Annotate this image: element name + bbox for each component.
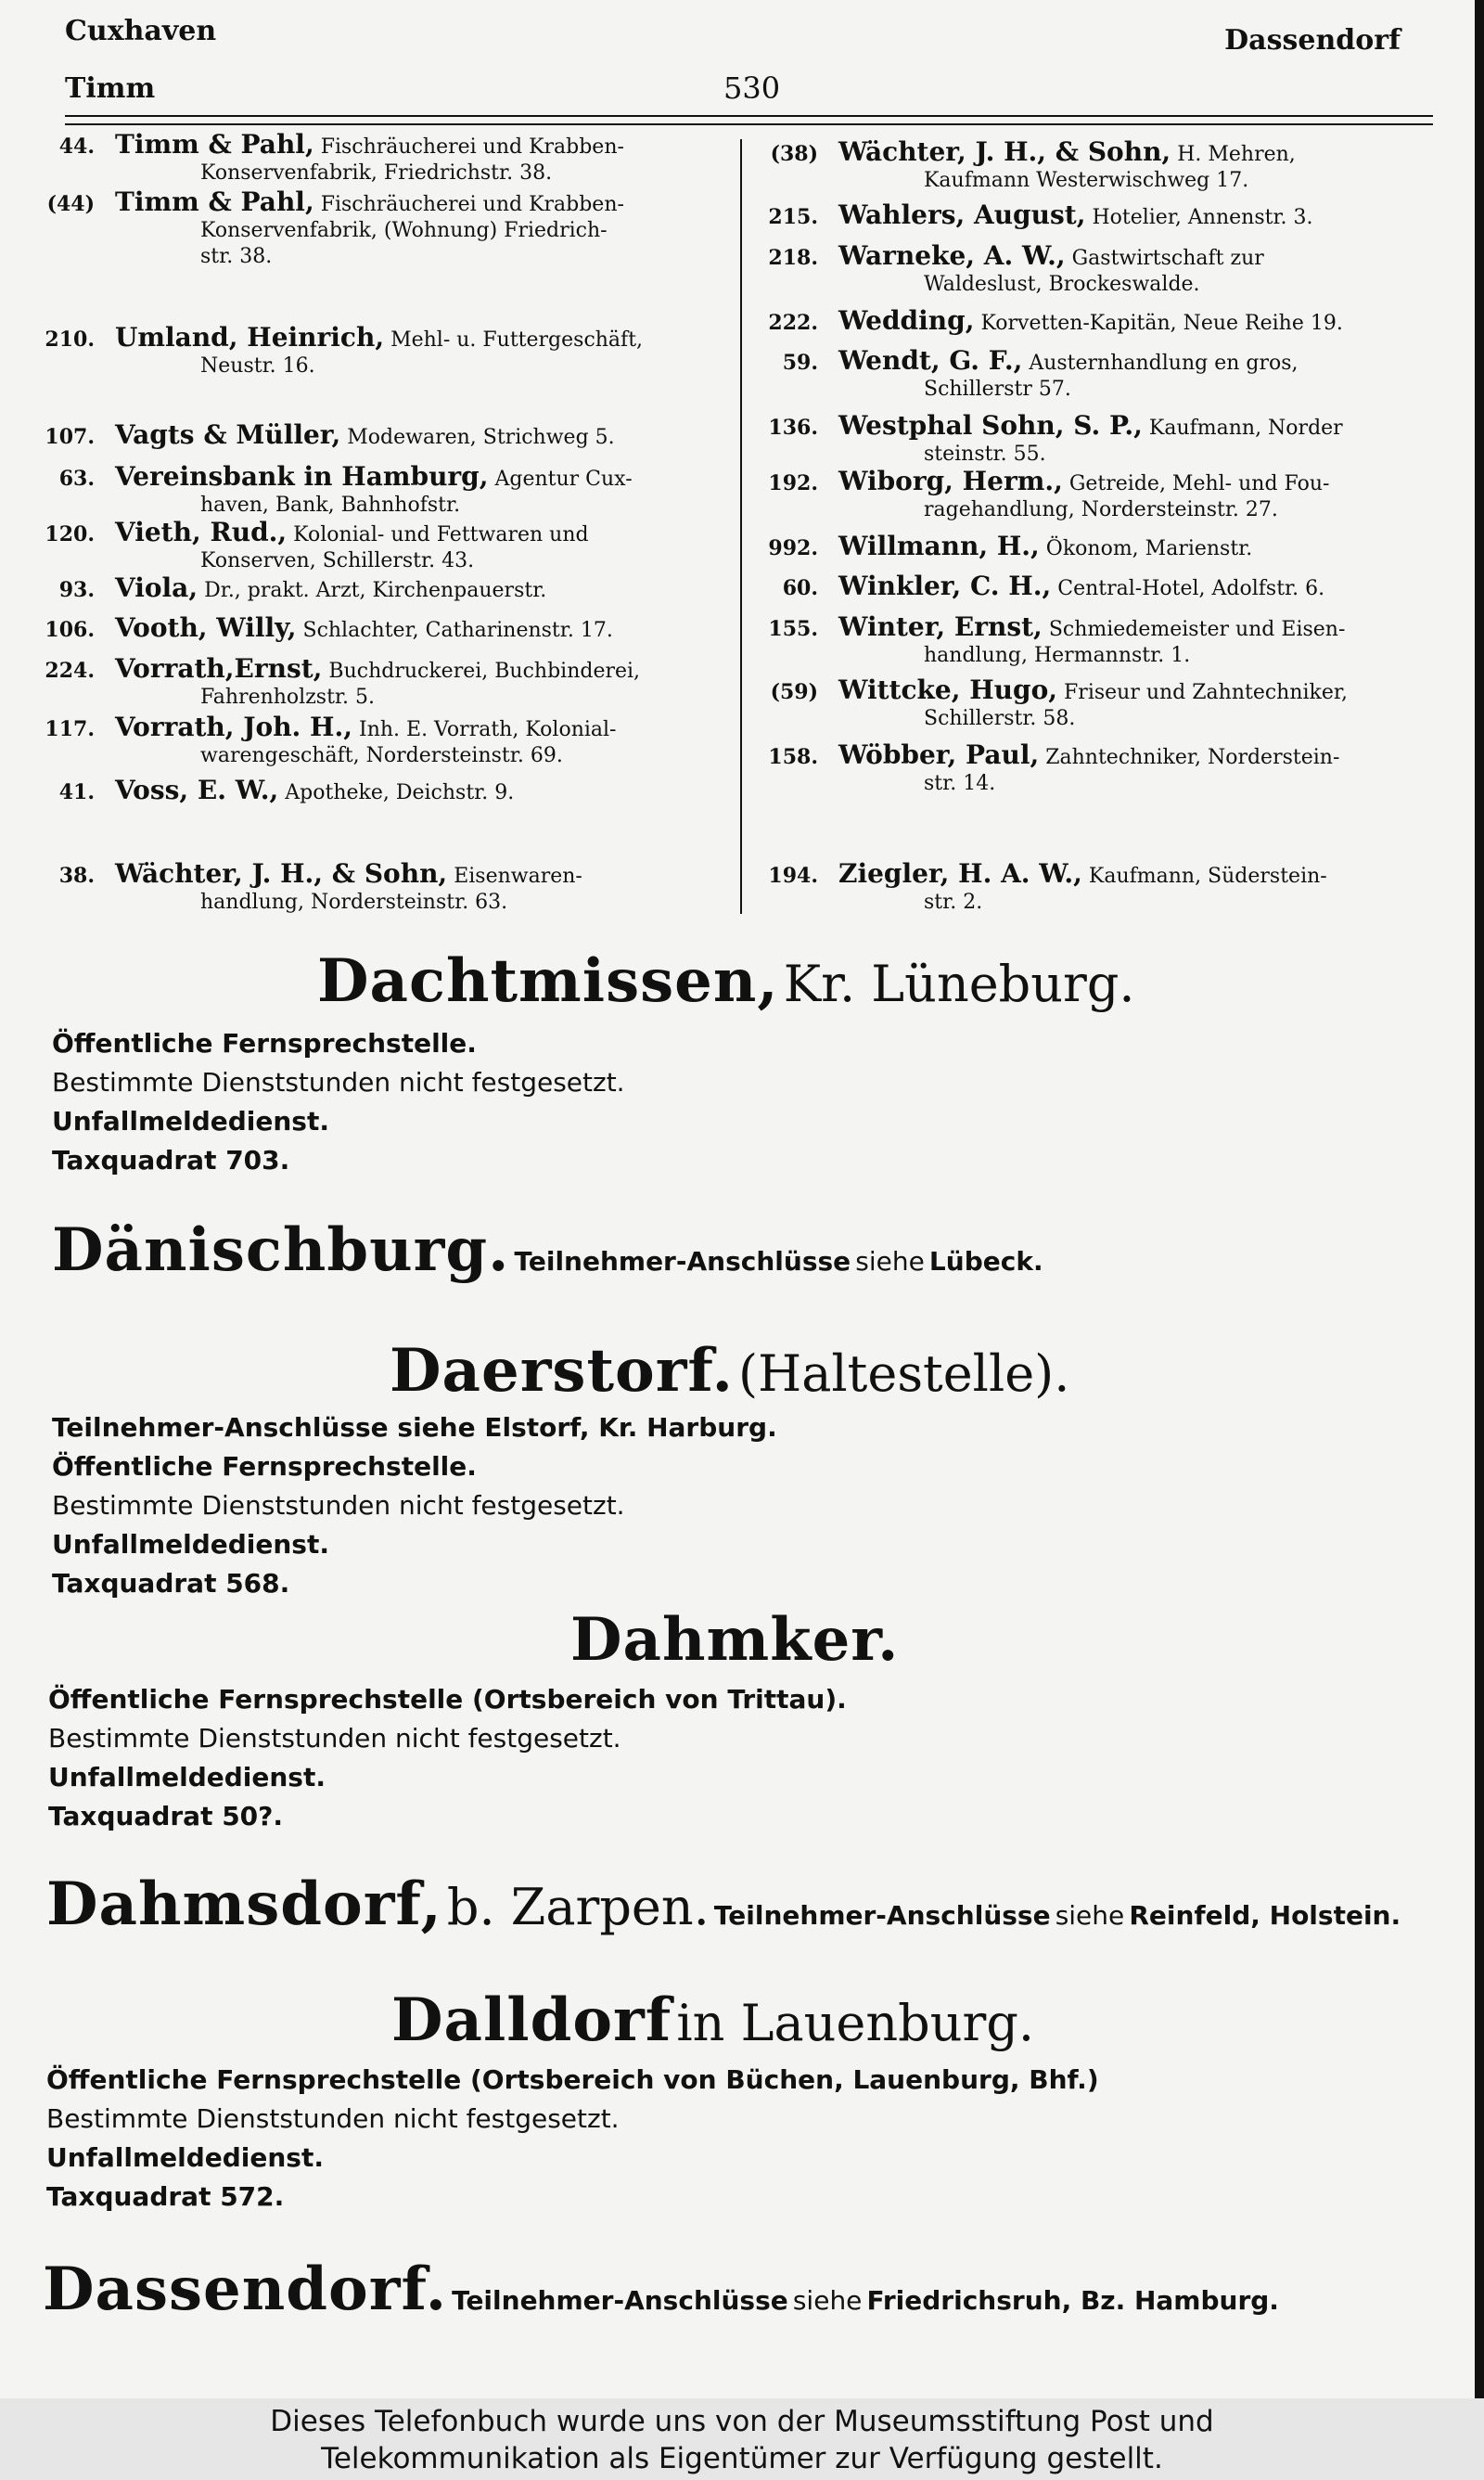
entry-name: Vagts & Müller, — [115, 419, 341, 450]
entry-text: Austernhandlung en gros, — [1029, 352, 1298, 375]
entry-continuation: Waldeslust, Brockeswalde. — [924, 273, 1200, 296]
place-name: Dalldorf — [391, 1985, 672, 2055]
place-info-line: Öffentliche Fernsprechstelle (Ortsbereich von Trittau). — [48, 1684, 847, 1715]
entry-continuation: Fahrenholzstr. 5. — [200, 686, 376, 709]
list-item — [742, 305, 1428, 337]
entry-text: Kaufmann, Süderstein- — [1088, 865, 1327, 888]
entry-text: Inh. E. Vorrath, Kolonial- — [359, 718, 617, 741]
entry-text: Korvetten-Kapitän, Neue Reihe 19. — [980, 312, 1343, 335]
entry-name: Vorrath, Joh. H., — [115, 712, 352, 742]
place-note: siehe — [855, 1246, 925, 1277]
entry-text: Buchdruckerei, Buchbinderei, — [328, 660, 641, 683]
header-rule-top — [65, 115, 1433, 117]
entry-text: Friseur und Zahntechniker, — [1064, 681, 1348, 704]
list-item — [19, 129, 691, 186]
place-info-line: Unfallmeldedienst. — [46, 2142, 324, 2173]
list-item — [742, 573, 1428, 602]
list-item — [19, 517, 691, 574]
place-note: Teilnehmer-Anschlüsse — [713, 1900, 1051, 1931]
entry-number: 106. — [45, 618, 95, 642]
entry-text: Kolonial- und Fettwaren und — [293, 523, 589, 546]
list-item — [742, 677, 1428, 732]
entry-name: Wiborg, Herm., — [838, 466, 1063, 496]
list-item — [19, 858, 691, 916]
entry-continuation: ragehandlung, Nordersteinstr. 27. — [924, 498, 1278, 521]
header-rule-bottom — [65, 123, 1433, 125]
entry-number: (38) — [770, 142, 818, 166]
entry-continuation: Konserven, Schillerstr. 43. — [200, 549, 475, 572]
entry-text: Gastwirtschaft zur — [1071, 247, 1264, 270]
entry-text: Schlachter, Catharinenstr. 17. — [302, 619, 613, 642]
footer-credit — [0, 2398, 1484, 2480]
list-item — [19, 572, 691, 604]
place-info-line: Bestimmte Dienststunden nicht festgesetzt. — [52, 1067, 625, 1098]
list-item — [19, 322, 691, 379]
list-item — [19, 777, 691, 806]
place-info-line: Taxquadrat 572. — [46, 2181, 285, 2212]
entry-number: 44. — [58, 135, 95, 159]
entry-name: Wöbber, Paul, — [838, 739, 1040, 770]
place-info-line: Bestimmte Dienststunden nicht festgesetzt. — [46, 2103, 620, 2134]
place-info-line: Unfallmeldedienst. — [52, 1529, 329, 1560]
entry-text: Schmiedemeister und Eisen- — [1048, 618, 1346, 641]
entry-name: Wächter, J. H., & Sohn, — [115, 858, 448, 889]
place-info-line: Öffentliche Fernsprechstelle. — [52, 1028, 477, 1059]
list-item — [742, 611, 1428, 669]
list-item — [742, 136, 1428, 194]
entry-continuation: str. 38. — [200, 245, 273, 268]
place-name: Daerstorf. — [390, 1336, 734, 1406]
header-left-city: Cuxhaven — [65, 15, 217, 47]
list-item — [742, 199, 1428, 231]
place-note: Teilnehmer-Anschlüsse — [452, 2285, 788, 2316]
place-info-line: Taxquadrat 568. — [52, 1568, 290, 1599]
entry-name: Timm & Pahl, — [115, 129, 314, 160]
list-item — [742, 858, 1428, 916]
entry-name: Voss, E. W., — [115, 775, 279, 805]
header-left-name: Timm — [65, 72, 156, 105]
entry-name: Winter, Ernst, — [838, 611, 1043, 642]
place-subtitle: in Lauenburg. — [676, 1994, 1035, 2052]
place-heading-dahmsdorf — [46, 1870, 1401, 1939]
list-item — [19, 186, 691, 270]
entry-name: Warneke, A. W., — [838, 240, 1066, 271]
place-name: Dänischburg. — [52, 1215, 510, 1285]
entry-number: 136. — [768, 416, 818, 440]
entry-continuation: handlung, Hermannstr. 1. — [924, 644, 1191, 667]
entry-continuation: haven, Bank, Bahnhofstr. — [200, 494, 461, 517]
place-name: Dahmsdorf, — [46, 1870, 442, 1939]
entry-number: 192. — [768, 471, 818, 495]
entry-name: Ziegler, H. A. W., — [838, 858, 1082, 889]
entry-number: 93. — [58, 578, 95, 602]
place-name: Dassendorf. — [43, 2255, 447, 2324]
entry-number: 215. — [768, 205, 818, 229]
entry-number: 107. — [45, 425, 95, 449]
entry-text: Fischräucherei und Krabben- — [320, 193, 624, 216]
entry-name: Westphal Sohn, S. P., — [838, 410, 1143, 441]
entry-number: 63. — [58, 467, 95, 491]
entry-text: Modewaren, Strichweg 5. — [347, 426, 615, 449]
entry-text: Central-Hotel, Adolfstr. 6. — [1057, 577, 1325, 600]
place-heading-dahmker — [570, 1605, 899, 1675]
entry-number: 992. — [768, 536, 818, 560]
place-heading-dassendorf — [43, 2255, 1279, 2324]
place-note: siehe — [1055, 1900, 1125, 1931]
place-info-line: Unfallmeldedienst. — [48, 1762, 326, 1793]
list-item — [19, 612, 691, 644]
entry-number: 38. — [58, 864, 95, 888]
entry-continuation: Neustr. 16. — [200, 354, 315, 378]
entry-number: 59. — [782, 351, 818, 375]
entry-number: (59) — [770, 680, 818, 704]
entry-number: 41. — [58, 780, 95, 804]
entry-number: 210. — [45, 328, 95, 352]
place-info-line: Teilnehmer-Anschlüsse siehe Elstorf, Kr. Harburg. — [52, 1412, 777, 1443]
entry-continuation: Schillerstr. 58. — [924, 707, 1076, 730]
entry-text: Dr., prakt. Arzt, Kirchenpauerstr. — [204, 579, 547, 602]
entry-number: 224. — [45, 659, 95, 683]
entry-name: Vereinsbank in Hamburg, — [115, 461, 489, 492]
entry-text: Apotheke, Deichstr. 9. — [285, 781, 515, 804]
list-item — [742, 345, 1428, 403]
entry-name: Vieth, Rud., — [115, 517, 288, 547]
place-heading-daenischburg — [52, 1215, 1043, 1285]
place-info-line: Unfallmeldedienst. — [52, 1106, 329, 1137]
place-note: Lübeck. — [928, 1246, 1043, 1277]
place-heading-dalldorf — [391, 1985, 1034, 2055]
place-subtitle: b. Zarpen. — [446, 1878, 710, 1936]
entry-number: 222. — [768, 311, 818, 335]
list-item — [742, 466, 1428, 523]
footer-line: Dieses Telefonbuch wurde uns von der Museumsstiftung Post und — [270, 2405, 1214, 2438]
entry-name: Wahlers, August, — [838, 199, 1086, 230]
list-item — [19, 461, 691, 519]
place-subtitle: (Haltestelle). — [738, 1344, 1070, 1403]
place-info-line: Öffentliche Fernsprechstelle. — [52, 1451, 477, 1482]
entry-continuation: Schillerstr 57. — [924, 378, 1071, 401]
footer-line: Telekommunikation als Eigentümer zur Verfügung gestellt. — [321, 2442, 1163, 2475]
entry-number: 218. — [768, 246, 818, 270]
entry-continuation: Konservenfabrik, Friedrichstr. 38. — [200, 161, 553, 185]
list-item — [742, 240, 1428, 298]
entry-continuation: handlung, Nordersteinstr. 63. — [200, 891, 508, 914]
place-subtitle: Kr. Lüneburg. — [783, 955, 1135, 1013]
entry-name: Wittcke, Hugo, — [838, 675, 1058, 705]
entry-number: 158. — [768, 745, 818, 769]
list-item — [19, 419, 691, 451]
entry-name: Umland, Heinrich, — [115, 322, 385, 353]
place-name: Dachtmissen, — [317, 946, 779, 1016]
place-info-line: Bestimmte Dienststunden nicht festgesetzt. — [52, 1490, 625, 1521]
entry-text: Fischräucherei und Krabben- — [320, 135, 624, 159]
entry-continuation: Konservenfabrik, (Wohnung) Friedrich- — [200, 219, 608, 242]
entry-number: 60. — [782, 576, 818, 600]
place-note: siehe — [792, 2285, 863, 2316]
entry-name: Winkler, C. H., — [838, 571, 1052, 601]
entry-number: (44) — [46, 192, 95, 216]
entry-name: Wendt, G. F., — [838, 345, 1023, 376]
entry-continuation: str. 2. — [924, 891, 983, 914]
place-info-line: Bestimmte Dienststunden nicht festgesetzt. — [48, 1723, 621, 1754]
place-heading-daerstorf — [390, 1336, 1069, 1406]
list-item — [742, 410, 1428, 468]
entry-number: 194. — [768, 864, 818, 888]
entry-name: Willmann, H., — [838, 531, 1040, 561]
list-item — [742, 739, 1428, 797]
list-item — [742, 533, 1428, 562]
entry-text: Kaufmann, Norder — [1148, 417, 1343, 440]
entry-name: Wächter, J. H., & Sohn, — [838, 136, 1171, 167]
entry-continuation: Kaufmann Westerwischweg 17. — [924, 169, 1249, 192]
entry-text: Zahntechniker, Norderstein- — [1045, 746, 1340, 769]
entry-continuation: warengeschäft, Nordersteinstr. 69. — [200, 744, 563, 767]
place-info-line: Öffentliche Fernsprechstelle (Ortsbereich von Büchen, Lauenburg, Bhf.) — [46, 2064, 1099, 2095]
entry-continuation: str. 14. — [924, 772, 996, 795]
place-note: Friedrichsruh, Bz. Hamburg. — [866, 2285, 1279, 2316]
entry-name: Vooth, Willy, — [115, 612, 297, 643]
entry-name: Timm & Pahl, — [115, 186, 314, 217]
list-item — [19, 714, 691, 769]
place-note: Teilnehmer-Anschlüsse — [514, 1246, 851, 1277]
entry-text: H. Mehren, — [1177, 143, 1296, 166]
entry-number: 117. — [45, 717, 95, 741]
place-info-line: Taxquadrat 703. — [52, 1145, 290, 1176]
entry-number: 155. — [768, 617, 818, 641]
entry-text: Eisenwaren- — [454, 865, 582, 888]
place-heading-dachtmissen — [317, 946, 1135, 1016]
entry-name: Wedding, — [838, 305, 975, 336]
place-note: Reinfeld, Holstein. — [1129, 1900, 1401, 1931]
entry-text: Agentur Cux- — [494, 468, 633, 491]
entry-continuation: steinstr. 55. — [924, 443, 1046, 466]
list-item — [19, 653, 691, 711]
page-edge — [1475, 0, 1484, 2398]
entry-text: Hotelier, Annenstr. 3. — [1092, 206, 1313, 229]
header-right-city: Dassendorf — [1224, 24, 1401, 57]
entry-text: Mehl- u. Futtergeschäft, — [390, 328, 644, 352]
entry-text: Ökonom, Marienstr. — [1045, 537, 1253, 560]
entry-name: Viola, — [115, 572, 198, 603]
place-info-line: Taxquadrat 50?. — [48, 1801, 284, 1831]
place-name: Dahmker. — [570, 1605, 900, 1675]
entry-number: 120. — [45, 522, 95, 546]
entry-text: Getreide, Mehl- und Fou- — [1068, 472, 1330, 495]
entry-name: Vorrath,Ernst, — [115, 653, 323, 684]
page-number: 530 — [723, 71, 781, 106]
